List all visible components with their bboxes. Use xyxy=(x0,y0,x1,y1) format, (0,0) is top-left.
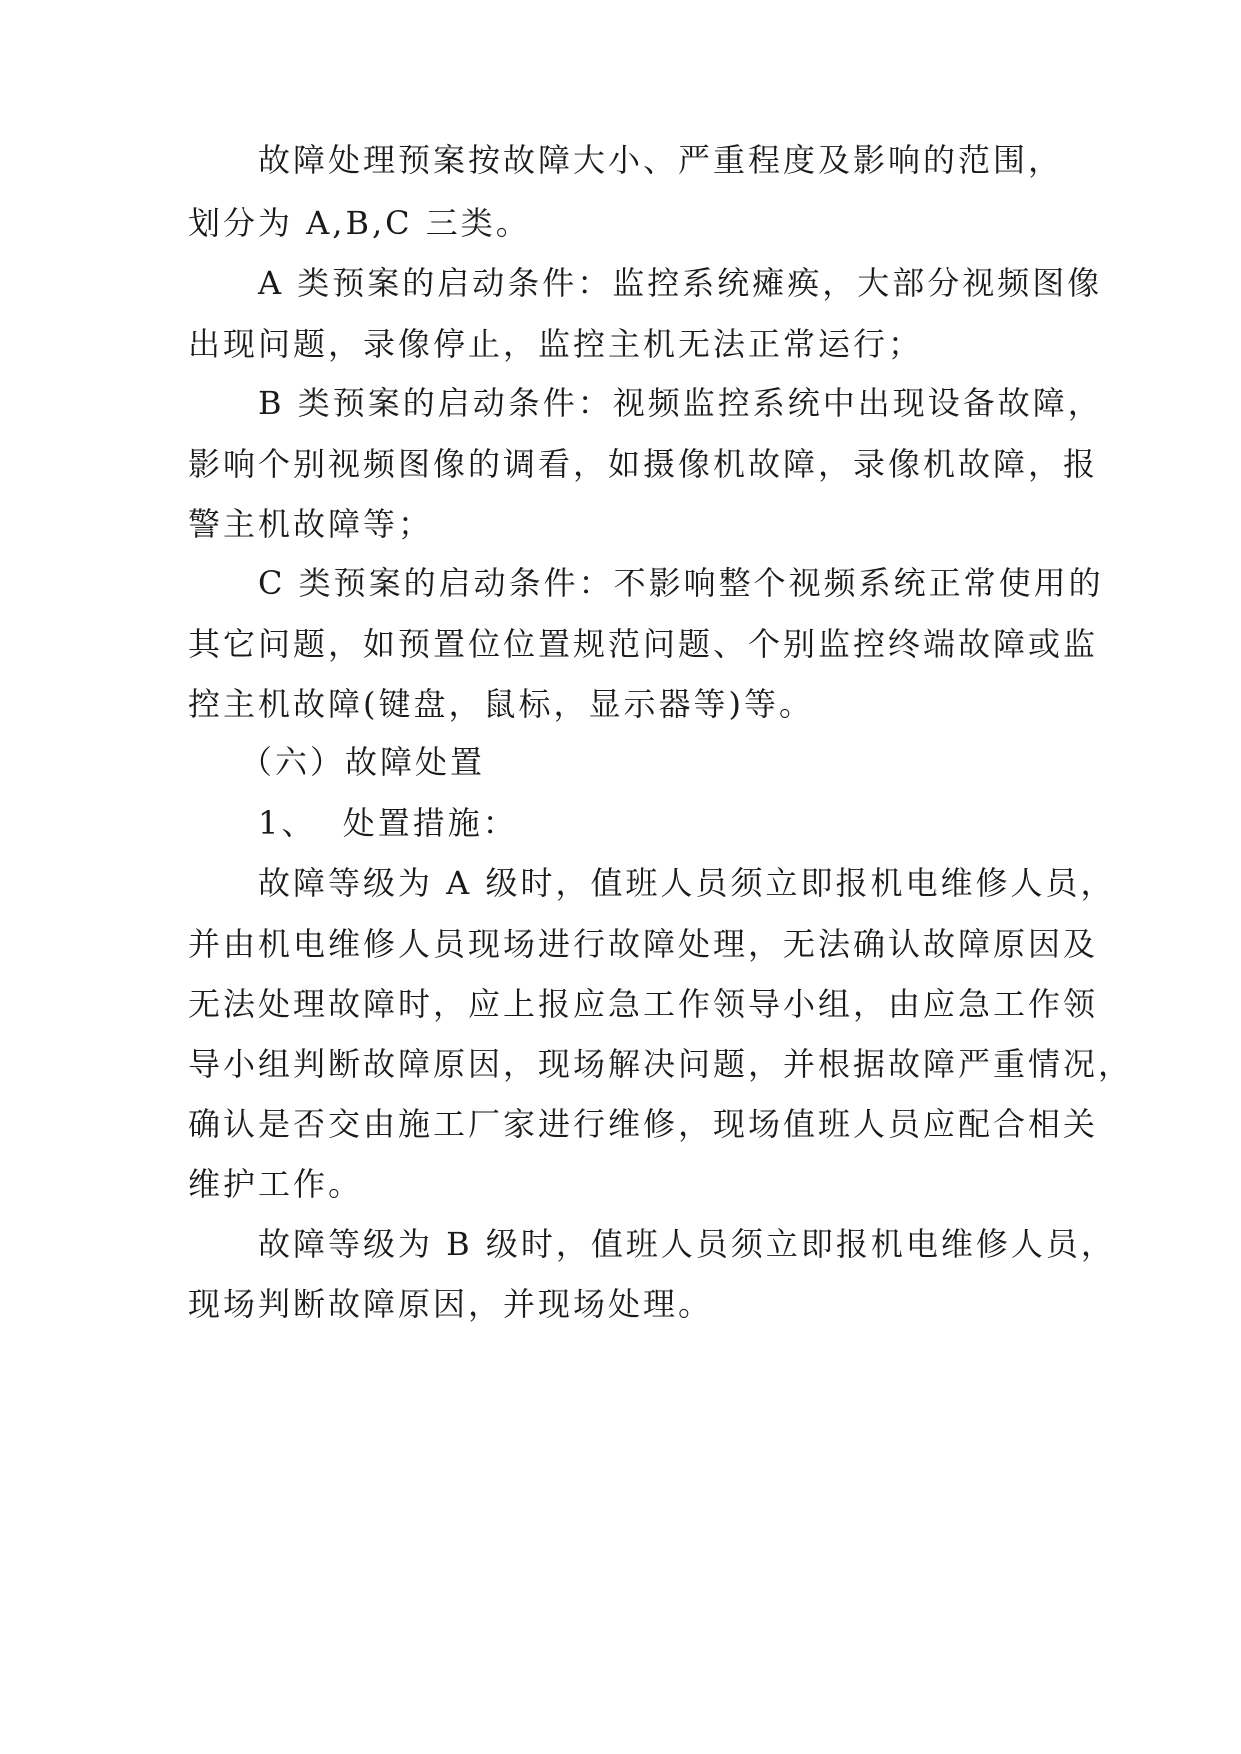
paragraph-intro-line-2: 划分为 A,B,C 三类。 xyxy=(188,204,531,242)
paragraph-level-a-line-1: 故障等级为 A 级时，值班人员须立即报机电维修人员， xyxy=(258,864,1116,902)
paragraph-level-a-line-3: 无法处理故障时，应上报应急工作领导小组，由应急工作领 xyxy=(188,985,1099,1023)
section-heading: （六）故障处置 xyxy=(240,743,486,781)
paragraph-class-c-line-3: 控主机故障(键盘，鼠标，显示器等)等。 xyxy=(188,685,814,723)
paragraph-intro-line-1: 故障处理预案按故障大小、严重程度及影响的范围， xyxy=(258,141,1064,179)
paragraph-class-b-line-3: 警主机故障等； xyxy=(188,505,434,543)
paragraph-level-a-line-2: 并由机电维修人员现场进行故障处理，无法确认故障原因及 xyxy=(188,925,1099,963)
paragraph-level-a-line-5: 确认是否交由施工厂家进行维修，现场值班人员应配合相关 xyxy=(188,1105,1099,1143)
paragraph-level-b-line-1: 故障等级为 B 级时，值班人员须立即报机电维修人员， xyxy=(258,1225,1116,1263)
paragraph-level-b-line-2: 现场判断故障原因，并现场处理。 xyxy=(188,1285,714,1323)
paragraph-class-b-line-2: 影响个别视频图像的调看，如摄像机故障，录像机故障，报 xyxy=(188,445,1099,483)
paragraph-class-b-line-1: B 类预案的启动条件：视频监控系统中出现设备故障， xyxy=(258,384,1103,422)
paragraph-class-a-line-1: A 类预案的启动条件：监控系统瘫痪，大部分视频图像 xyxy=(258,264,1103,302)
paragraph-level-a-line-6: 维护工作。 xyxy=(188,1165,364,1203)
paragraph-class-c-line-1: C 类预案的启动条件：不影响整个视频系统正常使用的 xyxy=(258,564,1104,602)
subsection-heading: 1、 处置措施： xyxy=(258,804,518,842)
paragraph-class-c-line-2: 其它问题，如预置位位置规范问题、个别监控终端故障或监 xyxy=(188,625,1099,663)
paragraph-class-a-line-2: 出现问题，录像停止，监控主机无法正常运行； xyxy=(188,325,924,363)
paragraph-level-a-line-4: 导小组判断故障原因，现场解决问题，并根据故障严重情况， xyxy=(188,1045,1134,1083)
